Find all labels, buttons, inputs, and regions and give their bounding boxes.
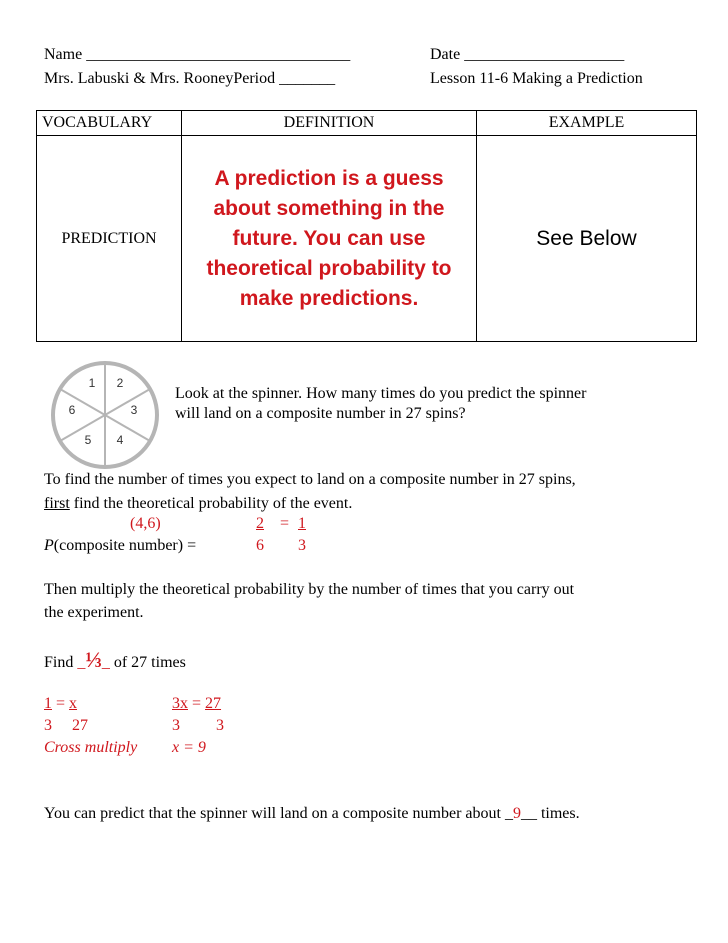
- spinner-image: [50, 360, 160, 470]
- p-letter: P: [44, 537, 54, 554]
- spinner-label-2: 2: [116, 376, 124, 390]
- multiply-line-1: Then multiply the theoretical probability by the number of times that you carry out: [44, 581, 575, 598]
- instruction-line-1: To find the number of times you expect to land on a composite number in 27 spins,: [44, 471, 576, 488]
- vocab-term: PREDICTION: [37, 136, 182, 342]
- left-numerator: 1: [44, 695, 52, 712]
- example-cell: See Below: [477, 136, 697, 342]
- find-blank-right: _: [101, 654, 110, 671]
- probability-denominator-1: 6: [256, 537, 264, 554]
- question-line-2: will land on a composite number in 27 spins?: [175, 405, 466, 422]
- solution-result: x = 9: [172, 739, 206, 756]
- left-denominator-a: 3: [44, 717, 52, 734]
- multiply-line-2: the experiment.: [44, 604, 144, 621]
- spinner-label-1: 1: [88, 376, 96, 390]
- right-proportion-top: [172, 694, 221, 713]
- definition-line: future. You can use: [232, 226, 426, 250]
- table-header-row: [37, 111, 697, 136]
- definition-line: theoretical probability to: [206, 256, 452, 280]
- probability-numerator-2: 1: [298, 515, 306, 532]
- right-denominator-b: 3: [216, 717, 224, 734]
- right-equals: =: [188, 695, 206, 712]
- spinner-label-3: 3: [130, 403, 138, 417]
- find-prefix: Find: [44, 654, 78, 671]
- right-numerator: 3x: [172, 695, 188, 712]
- find-blank-left: _: [77, 654, 86, 671]
- spinner-label-5: 5: [84, 433, 92, 447]
- header-example: EXAMPLE: [477, 111, 697, 136]
- first-word: first: [44, 495, 70, 512]
- probability-numerator-1: 2: [256, 515, 264, 532]
- conclusion-line: [44, 804, 580, 823]
- definition-line: make predictions.: [239, 286, 419, 310]
- vocabulary-table: [36, 110, 697, 342]
- spinner-label-6: 6: [68, 403, 76, 417]
- find-suffix: of 27 times: [109, 654, 186, 671]
- date-line: Date ____________________: [430, 46, 625, 63]
- p-label: (composite number) =: [53, 537, 197, 554]
- table-row: [37, 136, 697, 342]
- conclusion-prefix: You can predict that the spinner will land on a composite number about _: [44, 805, 513, 822]
- right-value: 27: [205, 695, 222, 712]
- definition-cell: [182, 136, 477, 342]
- teachers-line: Mrs. Labuski & Mrs. RooneyPeriod _______: [44, 70, 336, 87]
- spinner-label-4: 4: [116, 433, 124, 447]
- find-line: [44, 647, 186, 672]
- probability-expression: [44, 536, 196, 555]
- outcomes-label: (4,6): [130, 515, 161, 532]
- definition-line: A prediction is a guess: [214, 166, 444, 190]
- conclusion-answer: 9: [512, 805, 521, 822]
- cross-multiply-label: Cross multiply: [44, 739, 138, 756]
- header-definition: DEFINITION: [182, 111, 477, 136]
- probability-denominator-2: 3: [298, 537, 306, 554]
- left-equals: =: [52, 695, 70, 712]
- left-proportion-top: [44, 694, 77, 713]
- lesson-title: Lesson 11-6 Making a Prediction: [430, 70, 643, 87]
- question-line-1: Look at the spinner. How many times do you predict the spinner: [175, 385, 587, 402]
- conclusion-suffix: __ times.: [520, 805, 580, 822]
- left-denominator-b: 27: [72, 717, 88, 734]
- header-vocabulary: VOCABULARY: [37, 111, 182, 136]
- instruction-line-2-rest: find the theoretical probability of the event.: [69, 495, 353, 512]
- left-x: x: [69, 695, 78, 712]
- probability-equals: =: [280, 515, 290, 532]
- definition-line: about something in the: [213, 196, 445, 220]
- name-line: Name _________________________________: [44, 46, 351, 63]
- find-fraction: ⅓: [85, 647, 102, 672]
- right-denominator-a: 3: [172, 717, 180, 734]
- instruction-line-2: [44, 494, 352, 513]
